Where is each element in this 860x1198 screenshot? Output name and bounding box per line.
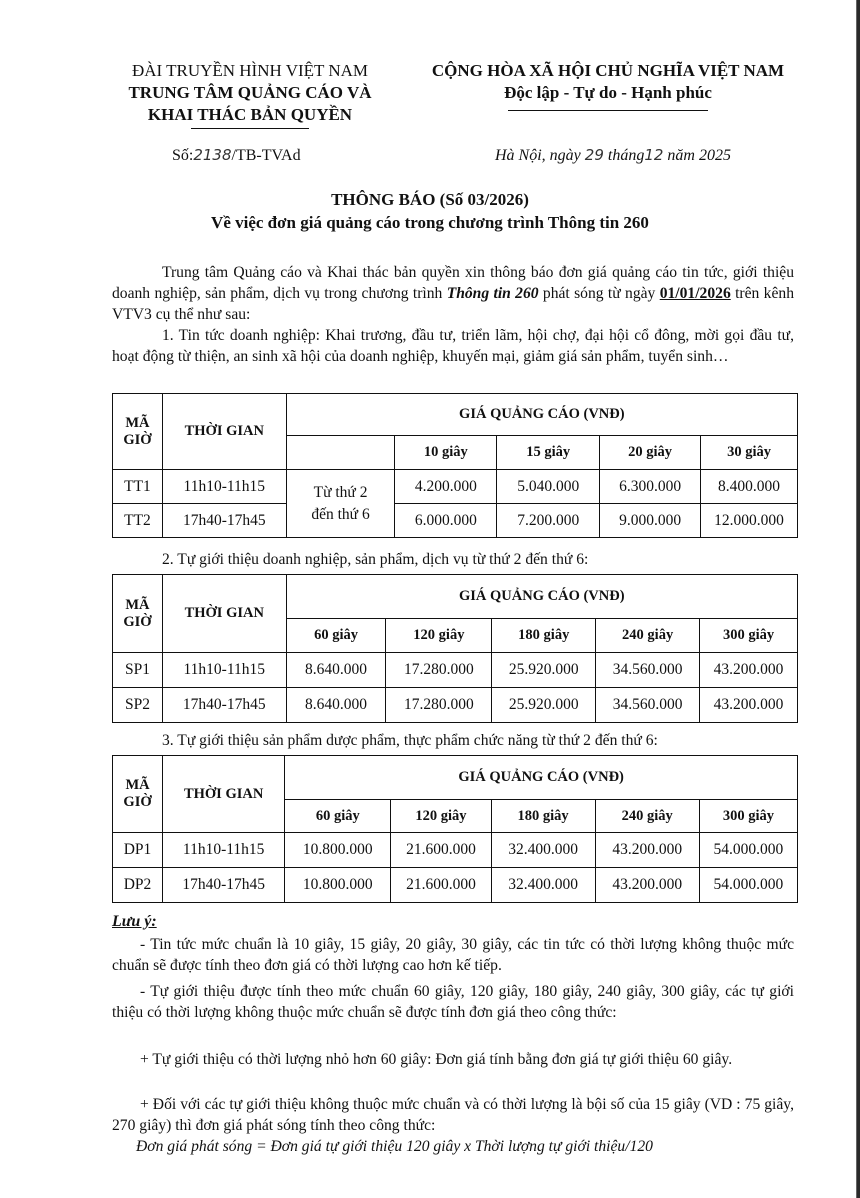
self-intro-price-table	[112, 574, 798, 723]
row-code: SP2	[113, 688, 163, 723]
row-price: 6.000.000	[395, 504, 497, 538]
t3-duration: 300 giây	[699, 800, 797, 833]
row-time: 11h10-11h15	[162, 653, 286, 688]
date-prefix: Hà Nội, ngày	[495, 147, 581, 164]
row-price: 10.800.000	[285, 833, 391, 868]
table-row	[113, 653, 798, 688]
note-1: - Tin tức mức chuẩn là 10 giây, 15 giây, 20 giây, 30 giây, các tin tức có thời lượng không thuộc mức chuẩn sẽ được tính theo đơn giá có thời lượng cao hơn kế tiếp.	[112, 936, 794, 974]
t2-duration: 60 giây	[286, 619, 386, 653]
row-price: 17.280.000	[386, 688, 492, 723]
t3-duration: 60 giây	[285, 800, 391, 833]
row-price: 12.000.000	[701, 504, 798, 538]
t1-header-price: GIÁ QUẢNG CÁO (VNĐ)	[286, 394, 797, 436]
issuer-underline	[191, 128, 309, 129]
t1-duration: 15 giây	[497, 436, 600, 470]
intro-paragraph	[112, 262, 794, 325]
national-motto-block	[408, 60, 808, 111]
section2-heading: 2. Tự giới thiệu doanh nghiệp, sản phẩm, dịch vụ từ thứ 2 đến thứ 6:	[162, 551, 589, 568]
t2-duration: 120 giây	[386, 619, 492, 653]
notes-title: Lưu ý:	[112, 913, 157, 930]
row-time: 17h40-17h45	[162, 504, 286, 538]
row-code: DP2	[113, 868, 163, 903]
row-time: 11h10-11h15	[163, 833, 285, 868]
row-code: TT2	[113, 504, 163, 538]
t2-header-code: MÃ GIỜ	[113, 575, 163, 653]
intro-start-date: 01/01/2026	[659, 285, 731, 302]
row-price: 43.200.000	[700, 653, 798, 688]
row-price: 54.000.000	[699, 868, 797, 903]
doc-number-handwritten: 2138	[193, 146, 232, 164]
row-price: 43.200.000	[700, 688, 798, 723]
t2-header-time: THỜI GIAN	[162, 575, 286, 653]
t3-header-time: THỜI GIAN	[163, 756, 285, 833]
t3-header-code: MÃ GIỜ	[113, 756, 163, 833]
nation-motto: Độc lập - Tự do - Hạnh phúc	[504, 83, 712, 102]
document-title	[0, 188, 860, 234]
row-price: 25.920.000	[492, 688, 596, 723]
title-line2: Về việc đơn giá quảng cáo trong chương trình Thông tin 260	[211, 213, 649, 232]
section3-heading: 3. Tự giới thiệu sản phẩm dược phẩm, thực phẩm chức năng từ thứ 2 đến thứ 6:	[162, 732, 658, 749]
intro-text3: trên kênh VTV3 cụ thể như sau:	[112, 285, 794, 323]
note-2: - Tự giới thiệu được tính theo mức chuẩn 60 giây, 120 giây, 180 giây, 240 giây, 300 giây, các tự giới thiệu có thời lượng không thuộc mức chuẩn sẽ được tính đơn giá theo công thức:	[112, 983, 794, 1021]
row-price: 8.400.000	[701, 470, 798, 504]
table-row	[113, 688, 798, 723]
section1-heading: 1. Tin tức doanh nghiệp: Khai trương, đầu tư, triển lãm, hội chợ, đại hội cổ đông, mời gọi đầu tư, hoạt động từ thiện, an sinh xã hội của doanh nghiệp, khuyến mại, giảm giá sản phẩm, tuyển sinh…	[112, 327, 794, 365]
date-month-handwritten: 12	[644, 146, 664, 164]
row-price: 6.300.000	[600, 470, 701, 504]
row-time: 17h40-17h45	[163, 868, 285, 903]
doc-number-prefix: Số:	[172, 147, 194, 164]
news-price-table	[112, 393, 798, 538]
row-price: 8.640.000	[286, 688, 386, 723]
t1-header-blank	[286, 436, 395, 470]
document-date	[495, 146, 731, 165]
doc-number-suffix: /TB-TVAd	[231, 147, 301, 164]
issuer-org-line2: KHAI THÁC BẢN QUYỀN	[147, 105, 353, 124]
intro-program-name: Thông tin 260	[446, 285, 539, 302]
row-price: 8.640.000	[286, 653, 386, 688]
row-price: 17.280.000	[386, 653, 492, 688]
intro-text1: Trung tâm Quảng cáo và Khai thác bản quyền xin thông báo đơn giá quảng cáo tin tức, giới thiệu doanh nghiệp, sản phẩm, dịch vụ trong chương trình	[112, 264, 794, 302]
table-row	[113, 504, 798, 538]
table-row	[113, 470, 798, 504]
t1-header-code: MÃ GIỜ	[113, 394, 163, 470]
intro-text2: phát sóng từ ngày	[538, 285, 660, 302]
nation-name: CỘNG HÒA XÃ HỘI CHỦ NGHĨA VIỆT NAM	[431, 61, 785, 80]
row-price: 9.000.000	[600, 504, 701, 538]
row-price: 21.600.000	[391, 868, 491, 903]
row-code: TT1	[113, 470, 163, 504]
t2-duration: 240 giây	[596, 619, 700, 653]
row-price: 21.600.000	[391, 833, 491, 868]
row-price: 5.040.000	[497, 470, 600, 504]
t2-duration: 300 giây	[700, 619, 798, 653]
row-price: 25.920.000	[492, 653, 596, 688]
row-price: 43.200.000	[595, 868, 699, 903]
t1-duration: 10 giây	[395, 436, 497, 470]
row-price: 32.400.000	[491, 833, 595, 868]
row-price: 32.400.000	[491, 868, 595, 903]
motto-underline	[508, 110, 708, 111]
title-line1: THÔNG BÁO (Số 03/2026)	[331, 190, 529, 209]
t3-duration: 180 giây	[491, 800, 595, 833]
row-price: 10.800.000	[285, 868, 391, 903]
table-row	[113, 833, 798, 868]
row-price: 34.560.000	[596, 653, 700, 688]
price-formula: Đơn giá phát sóng = Đơn giá tự giới thiệu 120 giây x Thời lượng tự giới thiệu/120	[136, 1138, 653, 1155]
t1-duration: 20 giây	[600, 436, 701, 470]
row-price: 4.200.000	[395, 470, 497, 504]
note-4: + Đối với các tự giới thiệu không thuộc mức chuẩn và có thời lượng là bội số của 15 giây (VD : 75 giây, 270 giây) thì đơn giá phát sóng tính theo công thức:	[112, 1096, 794, 1134]
t3-header-price: GIÁ QUẢNG CÁO (VNĐ)	[285, 756, 798, 800]
date-year: năm 2025	[667, 147, 731, 164]
row-price: 7.200.000	[497, 504, 600, 538]
t3-duration: 120 giây	[391, 800, 491, 833]
row-price: 54.000.000	[699, 833, 797, 868]
document-number	[172, 146, 301, 165]
row-price: 43.200.000	[595, 833, 699, 868]
table-row	[113, 868, 798, 903]
pharma-price-table	[112, 755, 798, 903]
row-code: DP1	[113, 833, 163, 868]
note-3: + Tự giới thiệu có thời lượng nhỏ hơn 60 giây: Đơn giá tính bằng đơn giá tự giới thiệu 60 giây.	[140, 1051, 733, 1068]
t1-duration: 30 giây	[701, 436, 798, 470]
t2-header-price: GIÁ QUẢNG CÁO (VNĐ)	[286, 575, 797, 619]
t1-header-time: THỜI GIAN	[162, 394, 286, 470]
issuer-parent-org: ĐÀI TRUYỀN HÌNH VIỆT NAM	[131, 61, 369, 80]
row-time: 17h40-17h45	[162, 688, 286, 723]
date-month-label: tháng	[607, 147, 645, 164]
row-price: 34.560.000	[596, 688, 700, 723]
date-day-handwritten: 29	[584, 146, 604, 164]
issuer-block	[100, 60, 400, 129]
t3-duration: 240 giây	[595, 800, 699, 833]
t1-days: Từ thứ 2 đến thứ 6	[286, 470, 395, 538]
row-code: SP1	[113, 653, 163, 688]
issuer-org-line1: TRUNG TÂM QUẢNG CÁO VÀ	[128, 83, 372, 102]
t2-duration: 180 giây	[492, 619, 596, 653]
row-time: 11h10-11h15	[162, 470, 286, 504]
